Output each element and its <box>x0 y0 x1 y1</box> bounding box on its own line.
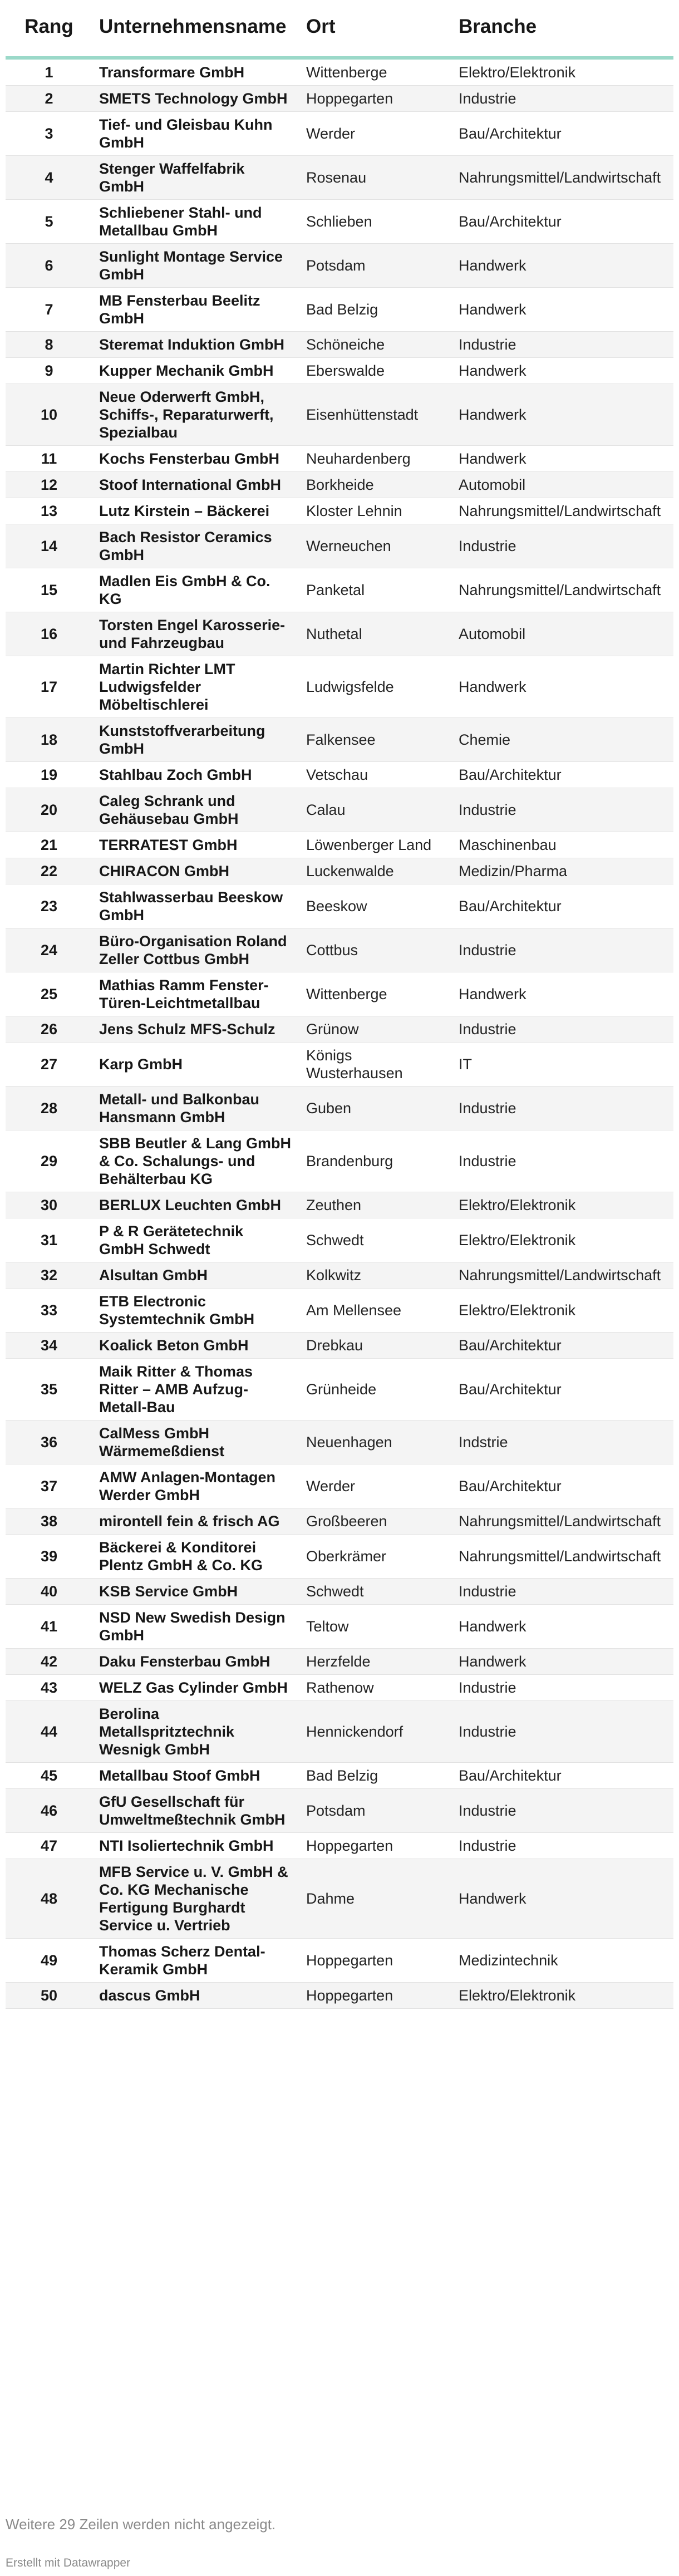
city-cell: Falkensee <box>299 718 452 762</box>
city-cell: Zeuthen <box>299 1192 452 1218</box>
rank-cell: 20 <box>6 788 92 832</box>
company-name-cell: TERRATEST GmbH <box>92 832 299 858</box>
city-cell: Cottbus <box>299 928 452 972</box>
table-row <box>6 156 673 200</box>
rank-cell: 26 <box>6 1016 92 1043</box>
table-row <box>6 832 673 858</box>
branch-cell: Industrie <box>452 1130 673 1192</box>
table-row <box>6 718 673 762</box>
table-row <box>6 1192 673 1218</box>
rank-cell: 8 <box>6 332 92 358</box>
branch-cell: Indstrie <box>452 1420 673 1464</box>
company-name-cell: Karp GmbH <box>92 1043 299 1087</box>
table-row <box>6 1043 673 1087</box>
rank-cell: 42 <box>6 1649 92 1675</box>
rank-cell: 47 <box>6 1833 92 1859</box>
city-cell: Grünheide <box>299 1359 452 1420</box>
company-name-cell: KSB Service GmbH <box>92 1579 299 1605</box>
company-name-cell: Bach Resistor Ceramics GmbH <box>92 524 299 568</box>
company-name-cell: Kupper Mechanik GmbH <box>92 358 299 384</box>
table-row <box>6 762 673 788</box>
rank-cell: 49 <box>6 1939 92 1983</box>
city-cell: Löwenberger Land <box>299 832 452 858</box>
company-name-cell: Stahlbau Zoch GmbH <box>92 762 299 788</box>
rank-cell: 25 <box>6 972 92 1016</box>
branch-cell: Bau/Architektur <box>452 1464 673 1508</box>
branch-cell: Nahrungsmittel/Landwirtschaft <box>452 1508 673 1535</box>
table-row <box>6 612 673 656</box>
column-header-city[interactable]: Ort <box>299 0 452 58</box>
table-row <box>6 788 673 832</box>
table-row <box>6 1130 673 1192</box>
city-cell: Dahme <box>299 1859 452 1939</box>
company-name-cell: AMW Anlagen-Montagen Werder GmbH <box>92 1464 299 1508</box>
company-name-cell: NSD New Swedish Design GmbH <box>92 1605 299 1649</box>
table-row <box>6 1605 673 1649</box>
company-name-cell: WELZ Gas Cylinder GmbH <box>92 1675 299 1701</box>
city-cell: Werder <box>299 112 452 156</box>
branch-cell: Industrie <box>452 86 673 112</box>
branch-cell: Bau/Architektur <box>452 884 673 928</box>
branch-cell: Maschinenbau <box>452 832 673 858</box>
branch-cell: Handwerk <box>452 384 673 446</box>
branch-cell: Handwerk <box>452 244 673 288</box>
city-cell: Potsdam <box>299 244 452 288</box>
table-row <box>6 1333 673 1359</box>
table-row <box>6 1535 673 1579</box>
rank-cell: 29 <box>6 1130 92 1192</box>
table-row <box>6 1016 673 1043</box>
city-cell: Potsdam <box>299 1789 452 1833</box>
branch-cell: Elektro/Elektronik <box>452 58 673 86</box>
table-row <box>6 1833 673 1859</box>
city-cell: Kloster Lehnin <box>299 498 452 524</box>
branch-cell: Handwerk <box>452 1859 673 1939</box>
rank-cell: 41 <box>6 1605 92 1649</box>
rank-cell: 22 <box>6 858 92 884</box>
city-cell: Rosenau <box>299 156 452 200</box>
table-body <box>6 58 673 2009</box>
city-cell: Wittenberge <box>299 58 452 86</box>
table-row <box>6 1675 673 1701</box>
branch-cell: Handwerk <box>452 288 673 332</box>
company-name-cell: Steremat Induktion GmbH <box>92 332 299 358</box>
city-cell: Eisenhüttenstadt <box>299 384 452 446</box>
rank-cell: 50 <box>6 1983 92 2009</box>
company-name-cell: Tief- und Gleisbau Kuhn GmbH <box>92 112 299 156</box>
company-name-cell: Mathias Ramm Fenster-Türen-Leichtmetallbau <box>92 972 299 1016</box>
branch-cell: Nahrungsmittel/Landwirtschaft <box>452 156 673 200</box>
city-cell: Schwedt <box>299 1218 452 1262</box>
table-row <box>6 1579 673 1605</box>
branch-cell: Nahrungsmittel/Landwirtschaft <box>452 1262 673 1289</box>
company-name-cell: Sunlight Montage Service GmbH <box>92 244 299 288</box>
city-cell: Calau <box>299 788 452 832</box>
city-cell: Guben <box>299 1087 452 1130</box>
city-cell: Hoppegarten <box>299 1939 452 1983</box>
company-name-cell: BERLUX Leuchten GmbH <box>92 1192 299 1218</box>
table-row <box>6 1649 673 1675</box>
table-row <box>6 1701 673 1763</box>
rank-cell: 10 <box>6 384 92 446</box>
table-row <box>6 1763 673 1789</box>
rank-cell: 14 <box>6 524 92 568</box>
branch-cell: Handwerk <box>452 358 673 384</box>
hidden-rows-note: Weitere 29 Zeilen werden nicht angezeigt. <box>6 2516 276 2533</box>
company-name-cell: Stenger Waffelfabrik GmbH <box>92 156 299 200</box>
rank-cell: 38 <box>6 1508 92 1535</box>
table-row <box>6 972 673 1016</box>
rank-cell: 27 <box>6 1043 92 1087</box>
city-cell: Grünow <box>299 1016 452 1043</box>
table-row <box>6 446 673 472</box>
city-cell: Schwedt <box>299 1579 452 1605</box>
branch-cell: Handwerk <box>452 1649 673 1675</box>
rank-cell: 30 <box>6 1192 92 1218</box>
city-cell: Eberswalde <box>299 358 452 384</box>
company-ranking-table <box>6 0 673 2009</box>
rank-cell: 31 <box>6 1218 92 1262</box>
branch-cell: Medizin/Pharma <box>452 858 673 884</box>
company-name-cell: Madlen Eis GmbH & Co. KG <box>92 568 299 612</box>
city-cell: Panketal <box>299 568 452 612</box>
table-header <box>6 0 673 58</box>
table-row <box>6 244 673 288</box>
rank-cell: 37 <box>6 1464 92 1508</box>
city-cell: Borkheide <box>299 472 452 498</box>
rank-cell: 24 <box>6 928 92 972</box>
city-cell: Hoppegarten <box>299 1983 452 2009</box>
company-name-cell: Neue Oderwerft GmbH, Schiffs-, Reparaturwerft, Spezialbau <box>92 384 299 446</box>
rank-cell: 48 <box>6 1859 92 1939</box>
table-row <box>6 1464 673 1508</box>
rank-cell: 43 <box>6 1675 92 1701</box>
city-cell: Ludwigsfelde <box>299 656 452 718</box>
table-row <box>6 384 673 446</box>
column-header-name[interactable]: Unternehmensname <box>92 0 299 58</box>
branch-cell: Automobil <box>452 612 673 656</box>
branch-cell: Industrie <box>452 1579 673 1605</box>
rank-cell: 15 <box>6 568 92 612</box>
column-header-branch[interactable]: Branche <box>452 0 673 58</box>
branch-cell: Handwerk <box>452 446 673 472</box>
table-row <box>6 1087 673 1130</box>
table-row <box>6 86 673 112</box>
company-name-cell: MB Fensterbau Beelitz GmbH <box>92 288 299 332</box>
city-cell: Oberkrämer <box>299 1535 452 1579</box>
city-cell: Nuthetal <box>299 612 452 656</box>
table-row <box>6 200 673 244</box>
table-row <box>6 472 673 498</box>
branch-cell: Nahrungsmittel/Landwirtschaft <box>452 498 673 524</box>
table-row <box>6 928 673 972</box>
rank-cell: 23 <box>6 884 92 928</box>
rank-cell: 35 <box>6 1359 92 1420</box>
city-cell: Großbeeren <box>299 1508 452 1535</box>
table-row <box>6 58 673 86</box>
rank-cell: 1 <box>6 58 92 86</box>
table-row <box>6 112 673 156</box>
branch-cell: Handwerk <box>452 1605 673 1649</box>
company-name-cell: Büro-Organisation Roland Zeller Cottbus GmbH <box>92 928 299 972</box>
company-name-cell: Torsten Engel Karosserie- und Fahrzeugbau <box>92 612 299 656</box>
rank-cell: 36 <box>6 1420 92 1464</box>
company-name-cell: SMETS Technology GmbH <box>92 86 299 112</box>
column-header-rank[interactable]: Rang <box>6 0 92 58</box>
branch-cell: Industrie <box>452 1789 673 1833</box>
city-cell: Hoppegarten <box>299 1833 452 1859</box>
datawrapper-credit: Erstellt mit Datawrapper <box>6 2557 131 2569</box>
city-cell: Rathenow <box>299 1675 452 1701</box>
rank-cell: 21 <box>6 832 92 858</box>
branch-cell: Handwerk <box>452 656 673 718</box>
branch-cell: Bau/Architektur <box>452 1763 673 1789</box>
city-cell: Drebkau <box>299 1333 452 1359</box>
branch-cell: Automobil <box>452 472 673 498</box>
table-row <box>6 884 673 928</box>
rank-cell: 34 <box>6 1333 92 1359</box>
rank-cell: 4 <box>6 156 92 200</box>
table-row <box>6 1289 673 1333</box>
branch-cell: Industrie <box>452 1701 673 1763</box>
company-name-cell: ETB Electronic Systemtechnik GmbH <box>92 1289 299 1333</box>
rank-cell: 19 <box>6 762 92 788</box>
company-name-cell: MFB Service u. V. GmbH & Co. KG Mechanische Fertigung Burghardt Service u. Vertrieb <box>92 1859 299 1939</box>
city-cell: Werder <box>299 1464 452 1508</box>
company-name-cell: P & R Gerätetechnik GmbH Schwedt <box>92 1218 299 1262</box>
branch-cell: Nahrungsmittel/Landwirtschaft <box>452 568 673 612</box>
header-row <box>6 0 673 58</box>
rank-cell: 18 <box>6 718 92 762</box>
company-name-cell: Transformare GmbH <box>92 58 299 86</box>
rank-cell: 46 <box>6 1789 92 1833</box>
rank-cell: 45 <box>6 1763 92 1789</box>
city-cell: Neuenhagen <box>299 1420 452 1464</box>
city-cell: Beeskow <box>299 884 452 928</box>
company-name-cell: Bäckerei & Konditorei Plentz GmbH & Co. KG <box>92 1535 299 1579</box>
rank-cell: 28 <box>6 1087 92 1130</box>
company-name-cell: Lutz Kirstein – Bäckerei <box>92 498 299 524</box>
rank-cell: 7 <box>6 288 92 332</box>
company-name-cell: Metall- und Balkonbau Hansmann GmbH <box>92 1087 299 1130</box>
company-name-cell: Alsultan GmbH <box>92 1262 299 1289</box>
branch-cell: Industrie <box>452 524 673 568</box>
table-row <box>6 524 673 568</box>
company-name-cell: dascus GmbH <box>92 1983 299 2009</box>
city-cell: Hennickendorf <box>299 1701 452 1763</box>
company-name-cell: Metallbau Stoof GmbH <box>92 1763 299 1789</box>
branch-cell: Elektro/Elektronik <box>452 1983 673 2009</box>
city-cell: Herzfelde <box>299 1649 452 1675</box>
table-row <box>6 1939 673 1983</box>
rank-cell: 3 <box>6 112 92 156</box>
table-row <box>6 1789 673 1833</box>
city-cell: Teltow <box>299 1605 452 1649</box>
table-row <box>6 858 673 884</box>
company-name-cell: Kochs Fensterbau GmbH <box>92 446 299 472</box>
city-cell: Am Mellensee <box>299 1289 452 1333</box>
branch-cell: Chemie <box>452 718 673 762</box>
city-cell: Vetschau <box>299 762 452 788</box>
city-cell: Schöneiche <box>299 332 452 358</box>
city-cell: Hoppegarten <box>299 86 452 112</box>
company-name-cell: NTI Isoliertechnik GmbH <box>92 1833 299 1859</box>
table-container <box>6 0 673 2569</box>
rank-cell: 11 <box>6 446 92 472</box>
branch-cell: Handwerk <box>452 972 673 1016</box>
city-cell: Bad Belzig <box>299 288 452 332</box>
branch-cell: Industrie <box>452 1833 673 1859</box>
company-name-cell: CHIRACON GmbH <box>92 858 299 884</box>
rank-cell: 33 <box>6 1289 92 1333</box>
branch-cell: Industrie <box>452 1675 673 1701</box>
city-cell: Brandenburg <box>299 1130 452 1192</box>
company-name-cell: Schliebener Stahl- und Metallbau GmbH <box>92 200 299 244</box>
table-row <box>6 1859 673 1939</box>
branch-cell: Industrie <box>452 1087 673 1130</box>
table-row <box>6 656 673 718</box>
company-name-cell: Maik Ritter & Thomas Ritter – AMB Aufzug-Metall-Bau <box>92 1359 299 1420</box>
company-name-cell: CalMess GmbH Wärmemeßdienst <box>92 1420 299 1464</box>
rank-cell: 13 <box>6 498 92 524</box>
branch-cell: Bau/Architektur <box>452 200 673 244</box>
table-row <box>6 1508 673 1535</box>
rank-cell: 2 <box>6 86 92 112</box>
table-row <box>6 288 673 332</box>
table-row <box>6 1983 673 2009</box>
rank-cell: 6 <box>6 244 92 288</box>
rank-cell: 40 <box>6 1579 92 1605</box>
company-name-cell: SBB Beutler & Lang GmbH & Co. Schalungs- und Behälterbau KG <box>92 1130 299 1192</box>
company-name-cell: Stahlwasserbau Beeskow GmbH <box>92 884 299 928</box>
city-cell: Werneuchen <box>299 524 452 568</box>
branch-cell: Bau/Architektur <box>452 112 673 156</box>
table-row <box>6 332 673 358</box>
rank-cell: 32 <box>6 1262 92 1289</box>
company-name-cell: Caleg Schrank und Gehäusebau GmbH <box>92 788 299 832</box>
branch-cell: Industrie <box>452 332 673 358</box>
company-name-cell: Martin Richter LMT Ludwigsfelder Möbeltischlerei <box>92 656 299 718</box>
table-row <box>6 498 673 524</box>
company-name-cell: Thomas Scherz Dental-Keramik GmbH <box>92 1939 299 1983</box>
table-row <box>6 1218 673 1262</box>
city-cell: Königs Wusterhausen <box>299 1043 452 1087</box>
branch-cell: Elektro/Elektronik <box>452 1218 673 1262</box>
company-name-cell: mirontell fein & frisch AG <box>92 1508 299 1535</box>
city-cell: Wittenberge <box>299 972 452 1016</box>
branch-cell: Industrie <box>452 788 673 832</box>
branch-cell: Elektro/Elektronik <box>452 1192 673 1218</box>
company-name-cell: Daku Fensterbau GmbH <box>92 1649 299 1675</box>
city-cell: Schlieben <box>299 200 452 244</box>
company-name-cell: Jens Schulz MFS-Schulz <box>92 1016 299 1043</box>
city-cell: Neuhardenberg <box>299 446 452 472</box>
table-row <box>6 1262 673 1289</box>
city-cell: Kolkwitz <box>299 1262 452 1289</box>
branch-cell: Elektro/Elektronik <box>452 1289 673 1333</box>
branch-cell: Bau/Architektur <box>452 1359 673 1420</box>
table-row <box>6 1420 673 1464</box>
table-row <box>6 1359 673 1420</box>
branch-cell: Nahrungsmittel/Landwirtschaft <box>452 1535 673 1579</box>
branch-cell: Bau/Architektur <box>452 1333 673 1359</box>
branch-cell: IT <box>452 1043 673 1087</box>
branch-cell: Industrie <box>452 1016 673 1043</box>
company-name-cell: Berolina Metallspritztechnik Wesnigk GmbH <box>92 1701 299 1763</box>
city-cell: Bad Belzig <box>299 1763 452 1789</box>
rank-cell: 44 <box>6 1701 92 1763</box>
rank-cell: 17 <box>6 656 92 718</box>
city-cell: Luckenwalde <box>299 858 452 884</box>
branch-cell: Industrie <box>452 928 673 972</box>
rank-cell: 39 <box>6 1535 92 1579</box>
company-name-cell: Kunststoffverarbeitung GmbH <box>92 718 299 762</box>
branch-cell: Medizintechnik <box>452 1939 673 1983</box>
table-row <box>6 568 673 612</box>
company-name-cell: Koalick Beton GmbH <box>92 1333 299 1359</box>
rank-cell: 12 <box>6 472 92 498</box>
company-name-cell: GfU Gesellschaft für Umweltmeßtechnik GmbH <box>92 1789 299 1833</box>
company-name-cell: Stoof International GmbH <box>92 472 299 498</box>
rank-cell: 16 <box>6 612 92 656</box>
table-row <box>6 358 673 384</box>
rank-cell: 5 <box>6 200 92 244</box>
rank-cell: 9 <box>6 358 92 384</box>
branch-cell: Bau/Architektur <box>452 762 673 788</box>
